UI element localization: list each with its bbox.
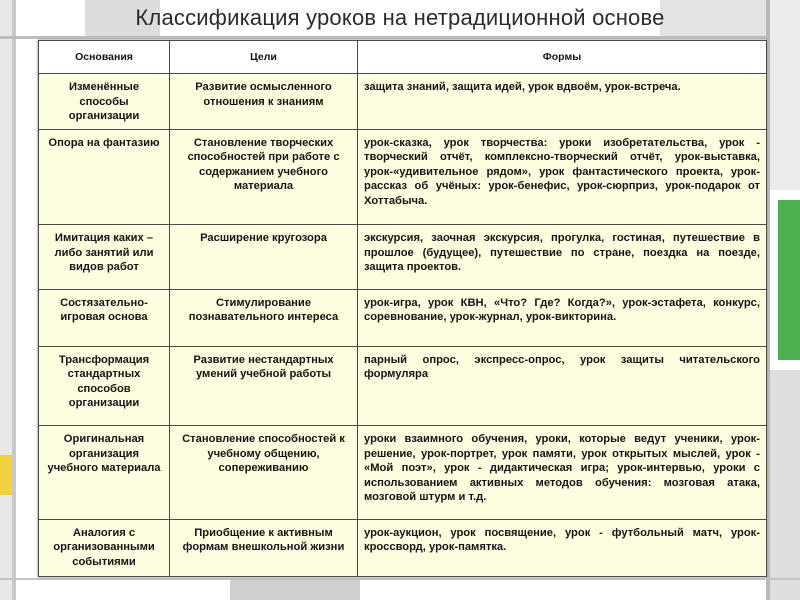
- table-row: [39, 519, 767, 576]
- table-row: [39, 426, 767, 520]
- header-goal: Цели: [170, 41, 358, 74]
- cell-basis: Трансформация стандартных способов организации: [39, 346, 170, 426]
- deco-block-top-left: [0, 0, 12, 600]
- cell-forms: урок-сказка, урок творчества: уроки изобретательства, урок - творческий отчёт, комплексно-творческий отчёт, урок-выставка, урок-«удивительное рядом», урок фантастического проекта, урок-рассказ об учёных: урок-бенефис, урок-сюрприз, урок-подарок от Хоттабыча.: [358, 129, 767, 225]
- cell-forms: защита знаний, защита идей, урок вдвоём, урок-встреча.: [358, 74, 767, 130]
- deco-line-horizontal-bottom: [0, 578, 800, 580]
- cell-forms: уроки взаимного обучения, уроки, которые ведут ученики, урок-решение, урок-портрет, урок памяти, урок открытых мыслей, урок - «Мой поэт», урок - дидактическая игра; урок-интервью, уроки с использованием активных методов обучения: мозговая атака, мозговой штурм и т.д.: [358, 426, 767, 520]
- cell-basis: Опора на фантазию: [39, 129, 170, 225]
- classification-table: [38, 40, 767, 577]
- cell-forms: урок-игра, урок КВН, «Что? Где? Когда?», урок-эстафета, конкурс, соревнование, урок-журнал, урок-викторина.: [358, 289, 767, 346]
- slide-title: Классификация уроков на нетрадиционной основе: [135, 5, 665, 30]
- cell-goal: Развитие нестандартных умений учебной работы: [170, 346, 358, 426]
- deco-block-right-lower: [770, 370, 800, 600]
- deco-line-horizontal-top: [0, 36, 800, 39]
- cell-forms: экскурсия, заочная экскурсия, прогулка, гостиная, путешествие в прошлое (будущее), путешествие по стране, поездка на поезде, защита проектов.: [358, 225, 767, 289]
- cell-forms: парный опрос, экспресс-опрос, урок защиты читательского формуляра: [358, 346, 767, 426]
- cell-basis: Аналогия с организованными событиями: [39, 519, 170, 576]
- cell-goal: Становление творческих способностей при работе с содержанием учебного материала: [170, 129, 358, 225]
- deco-block-yellow: [0, 455, 12, 495]
- table-row: [39, 346, 767, 426]
- deco-line-vertical-left: [12, 0, 16, 600]
- cell-goal: Развитие осмысленного отношения к знаниям: [170, 74, 358, 130]
- deco-block-bottom-grey: [230, 578, 360, 600]
- header-forms: Формы: [358, 41, 767, 74]
- cell-basis: Оригинальная организация учебного материала: [39, 426, 170, 520]
- cell-basis: Состязательно-игровая основа: [39, 289, 170, 346]
- classification-table-wrapper: [38, 40, 766, 577]
- header-basis: Основания: [39, 41, 170, 74]
- table-header-row: [39, 41, 767, 74]
- cell-goal: Становление способностей к учебному общению, сопереживанию: [170, 426, 358, 520]
- cell-basis: Имитация каких – либо занятий или видов работ: [39, 225, 170, 289]
- cell-forms: урок-аукцион, урок посвящение, урок - футбольный матч, урок-кроссворд, урок-памятка.: [358, 519, 767, 576]
- cell-goal: Стимулирование познавательного интереса: [170, 289, 358, 346]
- table-row: [39, 74, 767, 130]
- table-row: [39, 225, 767, 289]
- table-row: [39, 129, 767, 225]
- cell-goal: Приобщение к активным формам внешкольной жизни: [170, 519, 358, 576]
- deco-block-green: [778, 200, 800, 360]
- table-row: [39, 289, 767, 346]
- cell-goal: Расширение кругозора: [170, 225, 358, 289]
- cell-basis: Изменённые способы организации: [39, 74, 170, 130]
